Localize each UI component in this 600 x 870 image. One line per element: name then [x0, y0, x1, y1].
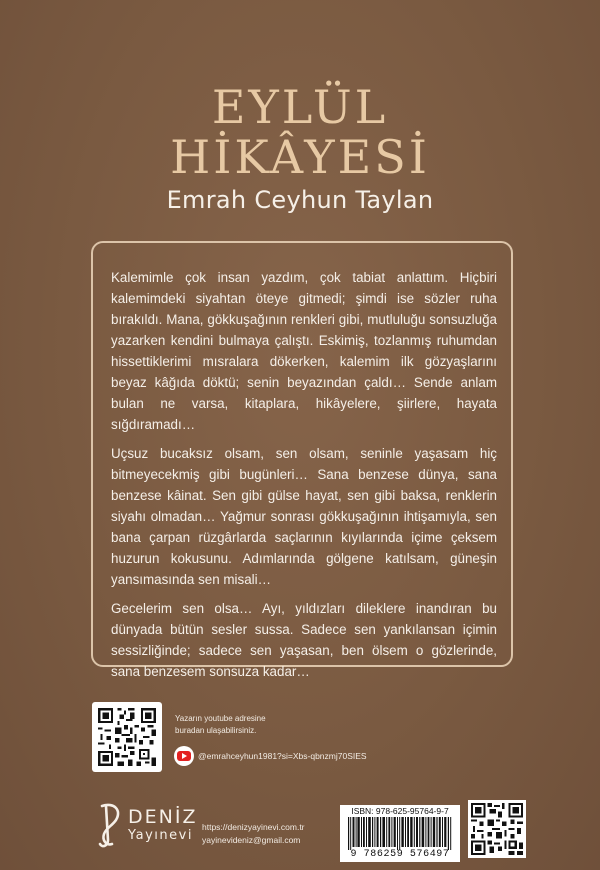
- publisher-subtitle: Yayınevi: [128, 828, 193, 843]
- isbn-qr-code[interactable]: [468, 800, 526, 858]
- title-line-2: HİKÂYESİ: [170, 130, 430, 184]
- blurb-paragraph-3: Gecelerim sen olsa… Ayı, yıldızları dileklere inandıran bu dünyada bütün sesler sussa. Sadece sen yankılansan içimin sessizliğinde; sadece sen yaşasan, ben ölsem o gözlerinde, sana benzesem sonsuza kadar…: [111, 601, 497, 679]
- publisher-email[interactable]: yayinevideniz@gmail.com: [202, 835, 301, 845]
- deniz-logo-icon: [92, 800, 126, 852]
- blurb-box: [91, 241, 513, 679]
- title-line-1: EYLÜL: [211, 80, 389, 134]
- qr-code-icon: [96, 706, 158, 768]
- isbn-label: ISBN: 978-625-95764-9-7: [351, 806, 449, 816]
- youtube-note-line-2: buradan ulaşabilirsiniz.: [175, 726, 257, 735]
- author-name: Emrah Ceyhun Taylan: [166, 186, 434, 214]
- youtube-icon: [174, 746, 194, 766]
- youtube-qr-code[interactable]: [92, 702, 162, 772]
- blurb-paragraph-2: Uçsuz bucaksız olsam, sen olsam, seninle yaşasam hiç bitmeyecekmiş gibi bugünleri… Sana benzese dünya, sana benzese kâinat. Sen gibi gülse hayat, sen gibi baksa, renklerin siyahı olmadan… Yağmur sonrası gökkuşağının ihtişamıyla, sen bana çarpan rüzgârlarda saçlarının kıyılarında içime çeksem huzurun kokusunu. Adımlarında gölgene katılsam, güneşin yansımasında sen misali…: [111, 446, 497, 587]
- publisher-website[interactable]: https://denizyayinevi.com.tr: [202, 822, 305, 832]
- qr-code-icon: [471, 803, 523, 855]
- blurb-paragraph-1: Kalemimle çok insan yazdım, çok tabiat anlattım. Hiçbiri kalemimdeki siyahtan öteye gitmedi; şimdi ise sözler ruha bırakıldı. Mana, gökkuşağının renkleri gibi, mutluluğu sonsuzluğa yazarken kendini bulmaya çalıştı. Eskimiş, tozlanmış ruhumdan hissettiklerimi mısralara dökerken, kalemim ilk gözyaşlarını beyaz kâğıda döktü; senin beyazından çaldı… Sende anlam bulan ne varsa, kitaplara, hikâyelere, şiirlere, hayata sığdıramadı…: [111, 270, 497, 432]
- youtube-handle[interactable]: @emrahceyhun1981?si=Xbs-qbnzmj70SIES: [198, 751, 367, 761]
- barcode-icon: [346, 817, 454, 850]
- youtube-link[interactable]: [174, 746, 367, 766]
- publisher-contact: [202, 821, 305, 847]
- isbn-digits: 9 786259 576497: [350, 849, 450, 860]
- isbn-barcode: [340, 805, 460, 862]
- youtube-note: [175, 713, 335, 737]
- publisher-logo: [92, 800, 197, 852]
- youtube-note-line-1: Yazarın youtube adresine: [175, 714, 266, 723]
- publisher-name: DENİZ: [128, 806, 198, 828]
